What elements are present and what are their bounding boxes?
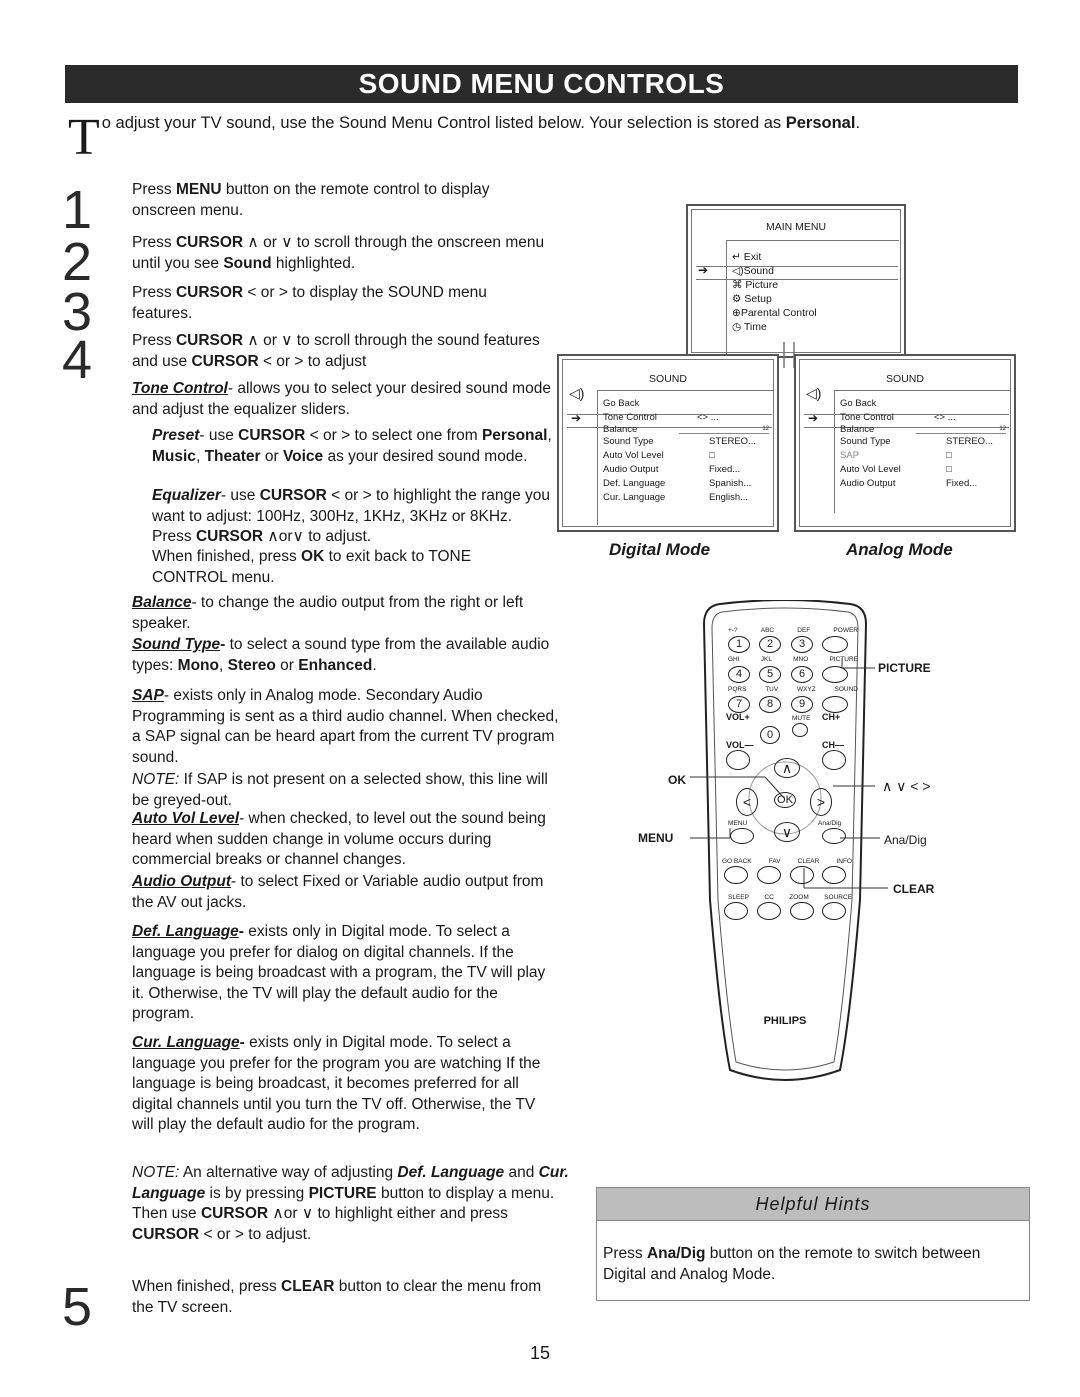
step-number-4: 4 (62, 330, 93, 390)
audio-output-description: Audio Output- to select Fixed or Variable audio output from the AV out jacks. (132, 873, 544, 911)
digital-menu-item[interactable]: Go Back (603, 398, 640, 409)
cursor-left-button[interactable]: < (736, 788, 758, 816)
analog-menu-item-value: Fixed... (946, 478, 978, 489)
callout-ok: OK (668, 773, 686, 787)
mute-label: MUTE (792, 715, 811, 722)
equalizer-finish: When finished, press OK to exit back to TONE CONTROL menu. (152, 548, 472, 586)
main-menu-item-sound[interactable]: ◁)Sound (732, 265, 774, 277)
ch-plus-label: CH+ (822, 712, 841, 722)
key-label-row-5: SLEEP CC ZOOM SOURCE (728, 894, 852, 901)
main-menu-screen (686, 204, 906, 358)
brand-logo: PHILIPS (763, 1015, 807, 1027)
menu-key-label: MENU (728, 820, 748, 827)
step-number-2: 2 (62, 232, 93, 292)
intro-paragraph: To adjust your TV sound, use the Sound Menu Control listed below. Your selection is stored as Personal. (68, 109, 861, 166)
speaker-icon: ◁) (732, 265, 744, 277)
analog-menu-item[interactable]: SAP (840, 450, 860, 461)
step-number-5: 5 (62, 1277, 93, 1337)
digital-menu-item-value: Spanish... (709, 478, 752, 489)
number-key[interactable]: 5 (759, 666, 781, 683)
exit-icon: ↵ (732, 251, 741, 263)
helpful-hints-box (596, 1220, 1030, 1301)
step-number-1: 1 (62, 180, 93, 240)
analog-menu-item-value: 12 (916, 425, 1006, 434)
digital-menu-item[interactable]: Cur. Language (603, 492, 666, 503)
number-key[interactable]: 2 (759, 636, 781, 653)
analog-menu-item[interactable]: Go Back (840, 398, 877, 409)
analog-menu-item-value: □ (946, 450, 952, 461)
vol-plus-label: VOL+ (726, 712, 750, 722)
function-key[interactable] (822, 902, 846, 920)
number-key[interactable]: 8 (759, 696, 781, 713)
digital-menu-item-value: □ (709, 450, 715, 461)
callout-picture: PICTURE (878, 661, 931, 675)
step-4-text: Press CURSOR ∧ or ∨ to scroll through the sound features and use CURSOR < or > to adjust (132, 332, 540, 370)
sap-description: SAP- exists only in Analog mode. Secondary Audio Programming is sent as a third audio channel. When checked, a SAP signal can be heard apart from the current TV program sound. (132, 687, 559, 766)
main-menu-item-time[interactable]: ◷ Time (732, 321, 767, 333)
number-key[interactable]: 9 (791, 696, 813, 713)
sap-note: NOTE: If SAP is not present on a selected show, this line will be greyed-out. (132, 771, 548, 809)
speaker-icon: ◁) (569, 385, 585, 401)
key-label-row-3: PQRS TUV WXYZ SOUND (728, 686, 858, 693)
key-label-row-2: GHI JKL MNO PICTURE (728, 656, 858, 663)
key-label-row-1: +-? ABC DEF POWER (728, 627, 858, 634)
analog-mode-caption: Analog Mode (846, 540, 953, 559)
cur-language-description: Cur. Language- exists only in Digital mode. To select a language you prefer for the program you are watching If the language is being broadcast, it becomes preferred for all digital channels until you turn the TV off. Otherwise, the TV will play the default audio for the program. (132, 1034, 541, 1133)
callout-cursor: ∧ ∨ < > (882, 778, 931, 794)
picture-icon: ⌘ (732, 279, 743, 291)
main-menu-title: MAIN MENU (765, 221, 827, 233)
callout-clear: CLEAR (893, 882, 935, 896)
analog-menu-item[interactable]: Tone Control (840, 412, 894, 423)
digital-sound-menu (557, 354, 779, 532)
step-2-text: Press CURSOR ∧ or ∨ to scroll through the onscreen menu until you see Sound highlighted. (132, 234, 545, 272)
step-5-text: When finished, press CLEAR button to clear the menu from the TV screen. (132, 1278, 542, 1316)
page-number: 15 (529, 1343, 551, 1363)
setup-icon: ⚙ (732, 293, 742, 305)
number-key[interactable]: 0 (760, 726, 780, 744)
digital-menu-item[interactable]: Audio Output (603, 464, 659, 475)
analog-menu-item[interactable]: Audio Output (840, 478, 896, 489)
lock-icon: ⊕ (732, 307, 741, 319)
ok-button[interactable]: OK (774, 792, 796, 808)
analog-menu-item[interactable]: Auto Vol Level (840, 464, 901, 475)
function-key[interactable] (790, 902, 814, 920)
digital-menu-item[interactable]: Balance (603, 424, 638, 435)
step-1-text: Press MENU button on the remote control to display onscreen menu. (132, 181, 490, 219)
analog-sound-menu (794, 354, 1016, 532)
tone-control-description: Tone Control- allows you to select your desired sound mode and adjust the equalizer sliders. (132, 380, 551, 418)
main-menu-item-setup[interactable]: ⚙ Setup (732, 293, 772, 305)
callout-anadig: Ana/Dig (884, 833, 927, 847)
number-key[interactable]: 7 (728, 696, 750, 713)
balance-description: Balance- to change the audio output from the right or left speaker. (132, 594, 524, 632)
analog-menu-item-value: □ (946, 464, 952, 475)
cursor-up-button[interactable]: ∧ (774, 758, 800, 778)
digital-menu-item[interactable]: Sound Type (603, 436, 654, 447)
digital-menu-item-value: Fixed... (709, 464, 741, 475)
analog-sound-menu-title: SOUND (886, 373, 924, 385)
vol-minus-label: VOL— (726, 740, 754, 750)
digital-menu-item-value: 12 (679, 425, 769, 434)
main-menu-highlight (696, 266, 898, 280)
analog-menu-item[interactable]: Sound Type (840, 436, 891, 447)
analog-menu-item-value: <> ... (934, 412, 956, 423)
selection-arrow-icon: ➔ (571, 411, 582, 425)
callout-menu: MENU (638, 831, 674, 845)
step-3-text: Press CURSOR < or > to display the SOUND menu features. (132, 284, 487, 322)
analog-menu-item-value: STEREO... (946, 436, 993, 447)
drop-cap: T (68, 109, 100, 166)
def-language-description: Def. Language- exists only in Digital mode. To select a language you prefer for dialog on digital channels. If the language is being broadcast with a program, the TV will play it. Otherwise, the TV will play the default audio for the program. (132, 923, 546, 1022)
function-key[interactable] (724, 902, 748, 920)
preset-description: Preset- use CURSOR < or > to select one from Personal, Music, Theater or Voice as your desired sound mode. (152, 427, 552, 465)
key-label-row-4: GO BACK FAV CLEAR INFO (722, 858, 852, 865)
number-key[interactable]: 3 (791, 636, 813, 653)
function-key[interactable] (757, 902, 781, 920)
selection-arrow-icon: ➔ (698, 263, 709, 277)
cursor-down-button[interactable]: ∨ (774, 822, 800, 842)
main-menu-item-exit[interactable]: ↵ Exit (732, 251, 762, 263)
digital-menu-item-value: English... (709, 492, 749, 503)
step-number-3: 3 (62, 282, 93, 342)
ch-minus-label: CH— (822, 740, 844, 750)
digital-menu-item[interactable]: Def. Language (603, 478, 666, 489)
digital-menu-item-value: <> ... (697, 412, 719, 423)
clock-icon: ◷ (732, 321, 742, 333)
digital-menu-item[interactable]: Tone Control (603, 412, 657, 423)
language-note: NOTE: An alternative way of adjusting Def. Language and Cur. Language is by pressing PICTURE button to display a menu. Then use CURSOR ∧or ∨ to highlight either and press CURSOR < or > to adjust. (132, 1164, 569, 1243)
auto-vol-level-description: Auto Vol Level- when checked, to level out the sound being heard when sudden change in volume occurs during commercial breaks or channel changes. (132, 810, 546, 868)
number-key[interactable]: 4 (728, 666, 750, 683)
main-menu-item-parental-control[interactable]: ⊕Parental Control (732, 307, 817, 319)
sound-type-description: Sound Type- to select a sound type from the available audio types: Mono, Stereo or Enhanced. (132, 636, 550, 674)
equalizer-description: Equalizer- use CURSOR < or > to highlight the range you want to adjust: 100Hz, 300Hz, 1KHz, 3KHz or 8KHz. Press CURSOR ∧or∨ to adjust. (152, 487, 551, 545)
number-key[interactable]: 6 (791, 666, 813, 683)
analog-menu-item[interactable]: Balance (840, 424, 875, 435)
digital-mode-caption: Digital Mode (609, 540, 711, 559)
selection-arrow-icon: ➔ (808, 411, 819, 425)
anadig-key-label: Ana/Dig (818, 820, 842, 827)
page-title: SOUND MENU CONTROLS (65, 65, 1018, 103)
main-menu-item-picture[interactable]: ⌘ Picture (732, 279, 779, 291)
cursor-right-button[interactable]: > (810, 788, 832, 816)
digital-menu-item-value: STEREO... (709, 436, 756, 447)
digital-menu-item[interactable]: Auto Vol Level (603, 450, 664, 461)
digital-sound-menu-title: SOUND (649, 373, 687, 385)
number-key[interactable]: 1 (728, 636, 750, 653)
remote-callout-lines (660, 640, 960, 900)
helpful-hints-text: Press Ana/Dig button on the remote to switch between Digital and Analog Mode. (603, 1245, 981, 1283)
speaker-icon: ◁) (806, 385, 822, 401)
helpful-hints-header: Helpful Hints (596, 1187, 1030, 1221)
